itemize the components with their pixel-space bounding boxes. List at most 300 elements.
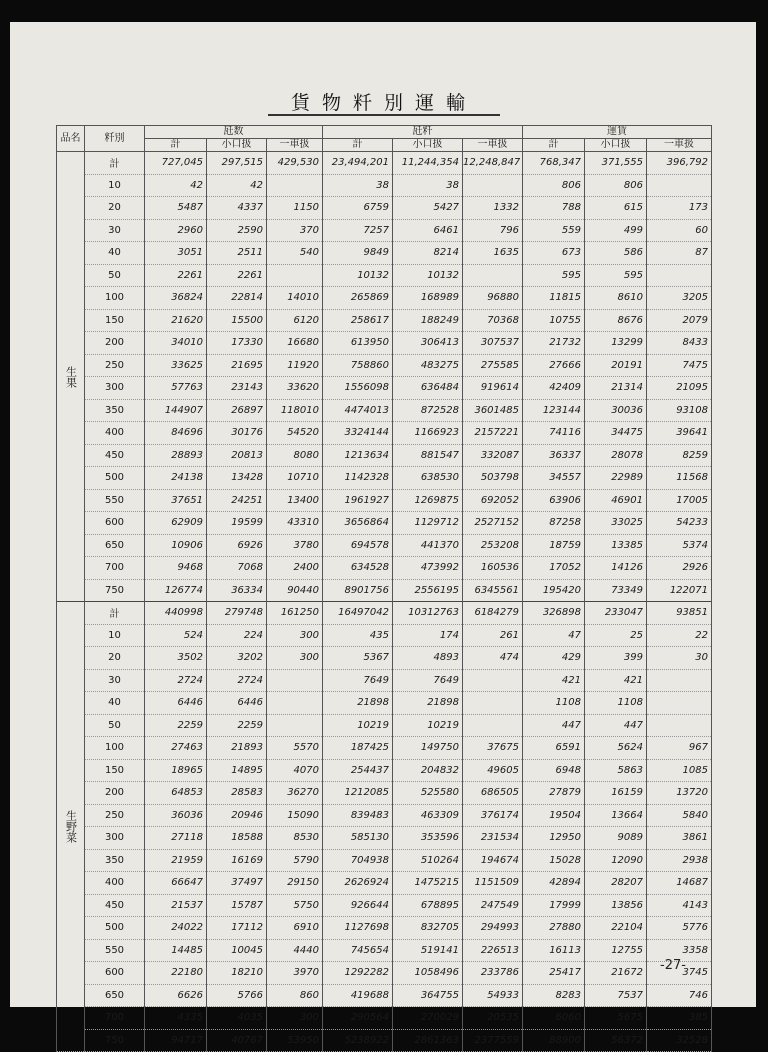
cell-count-total: 2724 — [145, 669, 207, 692]
cell-fare-carload: 396,792 — [647, 152, 712, 175]
cell-tonkm-total: 704938 — [323, 849, 393, 872]
cell-fare-carload: 5776 — [647, 917, 712, 940]
cell-tonkm-total: 1212085 — [323, 782, 393, 805]
cell-count-small: 36334 — [207, 579, 267, 602]
cell-fare-total: 6948 — [523, 759, 585, 782]
cell-count-total: 21959 — [145, 849, 207, 872]
cell-fare-total: 10755 — [523, 309, 585, 332]
cell-fare-total: 17999 — [523, 894, 585, 917]
distance-cell: 150 — [85, 309, 145, 332]
cell-count-small: 16169 — [207, 849, 267, 872]
cell-count-carload — [267, 669, 323, 692]
cell-count-carload: 53950 — [267, 1029, 323, 1052]
cell-fare-total: 27879 — [523, 782, 585, 805]
cell-fare-small: 615 — [585, 197, 647, 220]
subheader-tonkm-total: 計 — [323, 139, 393, 152]
distance-cell: 300 — [85, 827, 145, 850]
distance-cell: 450 — [85, 444, 145, 467]
distance-cell: 100 — [85, 287, 145, 310]
title-underline — [268, 114, 500, 116]
cell-tonkm-total: 9849 — [323, 242, 393, 265]
cell-count-small: 26897 — [207, 399, 267, 422]
cell-count-small: 30176 — [207, 422, 267, 445]
cell-fare-total: 36337 — [523, 444, 585, 467]
cell-tonkm-total: 6759 — [323, 197, 393, 220]
cell-fare-total: 88900 — [523, 1029, 585, 1052]
distance-cell: 計 — [85, 152, 145, 175]
cell-fare-total: 27666 — [523, 354, 585, 377]
cell-tonkm-small: 441370 — [393, 534, 463, 557]
cell-fare-carload: 3205 — [647, 287, 712, 310]
cell-tonkm-small: 6461 — [393, 219, 463, 242]
cell-count-carload: 3780 — [267, 534, 323, 557]
distance-cell: 750 — [85, 1029, 145, 1052]
cell-fare-small: 399 — [585, 647, 647, 670]
cell-tonkm-carload: 12,248,847 — [463, 152, 523, 175]
cell-tonkm-small: 21898 — [393, 692, 463, 715]
cell-tonkm-small: 1129712 — [393, 512, 463, 535]
cell-count-carload: 4070 — [267, 759, 323, 782]
cell-fare-small: 5624 — [585, 737, 647, 760]
cell-tonkm-small: 881547 — [393, 444, 463, 467]
cell-fare-small: 1108 — [585, 692, 647, 715]
subheader-tonkm-small: 小口扱 — [393, 139, 463, 152]
cell-fare-small: 73349 — [585, 579, 647, 602]
cell-count-carload: 16680 — [267, 332, 323, 355]
cell-fare-small: 25 — [585, 624, 647, 647]
cell-tonkm-carload: 96880 — [463, 287, 523, 310]
cell-count-small: 23143 — [207, 377, 267, 400]
cell-fare-small: 20191 — [585, 354, 647, 377]
cell-tonkm-small: 10132 — [393, 264, 463, 287]
cell-count-total: 22180 — [145, 962, 207, 985]
cell-fare-carload: 967 — [647, 737, 712, 760]
cell-count-small: 37497 — [207, 872, 267, 895]
table-row — [57, 377, 712, 400]
cell-fare-small: 13664 — [585, 804, 647, 827]
table-row — [57, 1029, 712, 1052]
cell-count-carload: 5750 — [267, 894, 323, 917]
cell-count-carload: 36270 — [267, 782, 323, 805]
cell-fare-total: 6060 — [523, 1007, 585, 1030]
distance-cell: 50 — [85, 264, 145, 287]
table-row — [57, 354, 712, 377]
cell-tonkm-small: 510264 — [393, 849, 463, 872]
cell-tonkm-carload: 6345561 — [463, 579, 523, 602]
cell-fare-small: 5675 — [585, 1007, 647, 1030]
cell-tonkm-carload: 6184279 — [463, 602, 523, 625]
cell-count-total: 2261 — [145, 264, 207, 287]
cell-count-small: 2261 — [207, 264, 267, 287]
subheader-fare-small: 小口扱 — [585, 139, 647, 152]
cell-tonkm-total: 5238922 — [323, 1029, 393, 1052]
distance-cell: 600 — [85, 512, 145, 535]
product-name: 生果 — [57, 152, 85, 602]
cell-fare-small: 13299 — [585, 332, 647, 355]
cell-tonkm-small: 1269875 — [393, 489, 463, 512]
cell-tonkm-small: 1475215 — [393, 872, 463, 895]
cell-fare-total: 42409 — [523, 377, 585, 400]
cell-fare-carload: 30 — [647, 647, 712, 670]
header-fare-group: 運賃 — [523, 126, 712, 139]
cell-fare-carload: 87 — [647, 242, 712, 265]
cell-tonkm-small: 8214 — [393, 242, 463, 265]
cell-count-small: 4035 — [207, 1007, 267, 1030]
page-number: -27- — [660, 958, 686, 973]
cell-count-total: 36824 — [145, 287, 207, 310]
cell-fare-carload: 7475 — [647, 354, 712, 377]
distance-cell: 50 — [85, 714, 145, 737]
cell-fare-small: 499 — [585, 219, 647, 242]
table-row — [57, 669, 712, 692]
cell-fare-total: 15028 — [523, 849, 585, 872]
cell-tonkm-carload: 54933 — [463, 984, 523, 1007]
cell-count-carload: 429,530 — [267, 152, 323, 175]
cell-count-total: 24138 — [145, 467, 207, 490]
distance-cell: 550 — [85, 939, 145, 962]
header-distance: 粁別 — [85, 126, 145, 152]
cell-count-small: 20946 — [207, 804, 267, 827]
cell-tonkm-carload: 332087 — [463, 444, 523, 467]
cell-count-carload — [267, 714, 323, 737]
cell-tonkm-small: 168989 — [393, 287, 463, 310]
cell-count-total: 64853 — [145, 782, 207, 805]
cell-tonkm-total: 3656864 — [323, 512, 393, 535]
cell-fare-carload: 1085 — [647, 759, 712, 782]
cell-tonkm-carload: 2157221 — [463, 422, 523, 445]
distance-cell: 20 — [85, 197, 145, 220]
cell-fare-total: 421 — [523, 669, 585, 692]
table-row — [57, 984, 712, 1007]
subheader-count-total: 計 — [145, 139, 207, 152]
cell-tonkm-carload: 231534 — [463, 827, 523, 850]
cell-tonkm-total: 694578 — [323, 534, 393, 557]
cell-tonkm-carload: 194674 — [463, 849, 523, 872]
table-row — [57, 444, 712, 467]
cell-tonkm-small: 7649 — [393, 669, 463, 692]
cell-fare-carload: 54233 — [647, 512, 712, 535]
distance-cell: 200 — [85, 332, 145, 355]
cell-tonkm-total: 419688 — [323, 984, 393, 1007]
cell-count-total: 24022 — [145, 917, 207, 940]
distance-cell: 計 — [85, 602, 145, 625]
cell-count-total: 37651 — [145, 489, 207, 512]
cell-count-total: 9468 — [145, 557, 207, 580]
cell-tonkm-small: 636484 — [393, 377, 463, 400]
cell-fare-total: 6591 — [523, 737, 585, 760]
cell-tonkm-total: 21898 — [323, 692, 393, 715]
cell-tonkm-total: 258617 — [323, 309, 393, 332]
table-row — [57, 647, 712, 670]
cell-count-small: 21893 — [207, 737, 267, 760]
table-row — [57, 827, 712, 850]
cell-fare-carload — [647, 669, 712, 692]
cell-count-total: 62909 — [145, 512, 207, 535]
cell-fare-small: 33025 — [585, 512, 647, 535]
cell-count-small: 24251 — [207, 489, 267, 512]
table-row — [57, 422, 712, 445]
cell-tonkm-small: 188249 — [393, 309, 463, 332]
cell-fare-small: 28207 — [585, 872, 647, 895]
cell-count-total: 94717 — [145, 1029, 207, 1052]
header-count-group: 瓩数 — [145, 126, 323, 139]
header-product: 品名 — [57, 126, 85, 152]
cell-count-carload: 11920 — [267, 354, 323, 377]
cell-fare-carload: 60 — [647, 219, 712, 242]
cell-tonkm-carload: 253208 — [463, 534, 523, 557]
distance-cell: 20 — [85, 647, 145, 670]
cell-tonkm-small: 5427 — [393, 197, 463, 220]
cell-count-total: 3502 — [145, 647, 207, 670]
cell-fare-total: 34557 — [523, 467, 585, 490]
distance-cell: 10 — [85, 624, 145, 647]
cell-fare-small: 21314 — [585, 377, 647, 400]
subheader-count-carload: 一車扱 — [267, 139, 323, 152]
cell-count-carload: 14010 — [267, 287, 323, 310]
cell-fare-carload: 93851 — [647, 602, 712, 625]
table-row — [57, 602, 712, 625]
cell-fare-small: 22989 — [585, 467, 647, 490]
cell-count-small: 20813 — [207, 444, 267, 467]
cell-count-total: 3051 — [145, 242, 207, 265]
cell-fare-small: 12755 — [585, 939, 647, 962]
cell-fare-carload: 3861 — [647, 827, 712, 850]
cell-count-small: 17112 — [207, 917, 267, 940]
cell-count-small: 22814 — [207, 287, 267, 310]
cell-count-small: 224 — [207, 624, 267, 647]
cell-fare-small: 9089 — [585, 827, 647, 850]
distance-cell: 100 — [85, 737, 145, 760]
cell-count-total: 21537 — [145, 894, 207, 917]
cell-fare-carload — [647, 692, 712, 715]
table-row — [57, 332, 712, 355]
cell-fare-carload: 3745 — [647, 962, 712, 985]
cell-tonkm-total: 38 — [323, 174, 393, 197]
cell-tonkm-small: 4893 — [393, 647, 463, 670]
cell-tonkm-small: 10219 — [393, 714, 463, 737]
cell-fare-total: 74116 — [523, 422, 585, 445]
cell-tonkm-total: 10219 — [323, 714, 393, 737]
cell-fare-carload: 2938 — [647, 849, 712, 872]
cell-count-carload: 8080 — [267, 444, 323, 467]
cell-tonkm-small: 519141 — [393, 939, 463, 962]
cell-count-carload: 6120 — [267, 309, 323, 332]
subheader-count-small: 小口扱 — [207, 139, 267, 152]
cell-fare-carload: 4143 — [647, 894, 712, 917]
cell-count-total: 5487 — [145, 197, 207, 220]
cell-count-small: 18588 — [207, 827, 267, 850]
cell-count-small: 3202 — [207, 647, 267, 670]
cell-tonkm-carload: 503798 — [463, 467, 523, 490]
cell-fare-total: 27880 — [523, 917, 585, 940]
cell-fare-small: 12090 — [585, 849, 647, 872]
cell-fare-small: 30036 — [585, 399, 647, 422]
cell-fare-carload: 2079 — [647, 309, 712, 332]
table-row — [57, 939, 712, 962]
cell-count-small: 15500 — [207, 309, 267, 332]
cell-tonkm-carload: 2377559 — [463, 1029, 523, 1052]
cell-tonkm-total: 23,494,201 — [323, 152, 393, 175]
cell-fare-total: 768,347 — [523, 152, 585, 175]
cell-fare-carload: 3358 — [647, 939, 712, 962]
cell-count-carload: 1150 — [267, 197, 323, 220]
cell-fare-carload: 17005 — [647, 489, 712, 512]
cell-fare-total: 87258 — [523, 512, 585, 535]
cell-count-carload: 300 — [267, 647, 323, 670]
cell-count-carload: 33620 — [267, 377, 323, 400]
header-tonkm-group: 瓩粁 — [323, 126, 523, 139]
cell-tonkm-carload: 275585 — [463, 354, 523, 377]
table-row — [57, 242, 712, 265]
cell-fare-total: 25417 — [523, 962, 585, 985]
cell-fare-total: 595 — [523, 264, 585, 287]
cell-tonkm-total: 4474013 — [323, 399, 393, 422]
distance-cell: 150 — [85, 759, 145, 782]
cell-count-total: 4335 — [145, 1007, 207, 1030]
cell-tonkm-small: 1058496 — [393, 962, 463, 985]
cell-tonkm-total: 8901756 — [323, 579, 393, 602]
cell-count-total: 28893 — [145, 444, 207, 467]
cell-tonkm-carload: 233786 — [463, 962, 523, 985]
cell-tonkm-carload: 2527152 — [463, 512, 523, 535]
cell-count-small: 297,515 — [207, 152, 267, 175]
cell-tonkm-carload: 261 — [463, 624, 523, 647]
cell-count-carload: 10710 — [267, 467, 323, 490]
cell-tonkm-carload: 474 — [463, 647, 523, 670]
cell-fare-small: 447 — [585, 714, 647, 737]
cell-tonkm-small: 832705 — [393, 917, 463, 940]
cell-tonkm-carload: 294993 — [463, 917, 523, 940]
table-row — [57, 759, 712, 782]
cell-fare-carload: 746 — [647, 984, 712, 1007]
cell-tonkm-total: 7649 — [323, 669, 393, 692]
cell-tonkm-carload: 692052 — [463, 489, 523, 512]
cell-fare-total: 447 — [523, 714, 585, 737]
cell-tonkm-small: 463309 — [393, 804, 463, 827]
cell-tonkm-total: 1142328 — [323, 467, 393, 490]
cell-tonkm-small: 872528 — [393, 399, 463, 422]
cell-tonkm-carload: 919614 — [463, 377, 523, 400]
cell-tonkm-carload: 160536 — [463, 557, 523, 580]
table-row — [57, 624, 712, 647]
distance-cell: 300 — [85, 377, 145, 400]
cell-tonkm-small: 1166923 — [393, 422, 463, 445]
cell-fare-carload: 173 — [647, 197, 712, 220]
cell-fare-total: 42894 — [523, 872, 585, 895]
cell-count-total: 34010 — [145, 332, 207, 355]
distance-cell: 200 — [85, 782, 145, 805]
cell-tonkm-small: 2861363 — [393, 1029, 463, 1052]
table-row — [57, 1007, 712, 1030]
cell-fare-carload: 13720 — [647, 782, 712, 805]
cell-fare-carload — [647, 174, 712, 197]
cell-count-carload: 43310 — [267, 512, 323, 535]
distance-cell: 400 — [85, 422, 145, 445]
cell-fare-small: 46901 — [585, 489, 647, 512]
table-row — [57, 287, 712, 310]
cell-fare-small: 233047 — [585, 602, 647, 625]
cell-tonkm-small: 353596 — [393, 827, 463, 850]
cell-count-total: 33625 — [145, 354, 207, 377]
cell-fare-total: 429 — [523, 647, 585, 670]
cell-tonkm-small: 638530 — [393, 467, 463, 490]
distance-cell: 550 — [85, 489, 145, 512]
table-row — [57, 737, 712, 760]
cell-tonkm-total: 926644 — [323, 894, 393, 917]
table-row — [57, 309, 712, 332]
table-row — [57, 557, 712, 580]
cell-count-small: 13428 — [207, 467, 267, 490]
cell-count-total: 66647 — [145, 872, 207, 895]
cell-count-total: 84696 — [145, 422, 207, 445]
cell-tonkm-total: 1556098 — [323, 377, 393, 400]
cell-count-carload: 5790 — [267, 849, 323, 872]
distance-cell: 600 — [85, 962, 145, 985]
cell-count-carload: 8530 — [267, 827, 323, 850]
cell-fare-small: 34475 — [585, 422, 647, 445]
cell-tonkm-total: 758860 — [323, 354, 393, 377]
cell-tonkm-small: 270029 — [393, 1007, 463, 1030]
distance-cell: 40 — [85, 692, 145, 715]
cell-count-small: 17330 — [207, 332, 267, 355]
cell-tonkm-carload: 307537 — [463, 332, 523, 355]
cell-fare-total: 1108 — [523, 692, 585, 715]
cell-tonkm-carload: 1151509 — [463, 872, 523, 895]
cell-count-carload: 118010 — [267, 399, 323, 422]
cell-tonkm-carload: 37675 — [463, 737, 523, 760]
cell-count-carload — [267, 174, 323, 197]
cell-fare-total: 11815 — [523, 287, 585, 310]
cell-count-carload: 54520 — [267, 422, 323, 445]
cell-count-small: 21695 — [207, 354, 267, 377]
cell-count-total: 27118 — [145, 827, 207, 850]
cell-tonkm-total: 585130 — [323, 827, 393, 850]
cell-count-carload: 13400 — [267, 489, 323, 512]
cell-count-small: 40767 — [207, 1029, 267, 1052]
cell-tonkm-carload — [463, 692, 523, 715]
cell-tonkm-carload: 686505 — [463, 782, 523, 805]
cell-fare-total: 123144 — [523, 399, 585, 422]
cell-count-total: 14485 — [145, 939, 207, 962]
cell-count-small: 2724 — [207, 669, 267, 692]
cell-tonkm-small: 364755 — [393, 984, 463, 1007]
table-row — [57, 692, 712, 715]
cell-count-carload: 29150 — [267, 872, 323, 895]
cell-tonkm-carload: 226513 — [463, 939, 523, 962]
cell-count-carload: 300 — [267, 624, 323, 647]
cell-fare-total: 12950 — [523, 827, 585, 850]
cell-fare-small: 14126 — [585, 557, 647, 580]
cell-count-carload — [267, 264, 323, 287]
cell-count-small: 2511 — [207, 242, 267, 265]
table-row — [57, 872, 712, 895]
distance-cell: 500 — [85, 917, 145, 940]
table-row — [57, 849, 712, 872]
table-row — [57, 197, 712, 220]
cell-tonkm-small: 38 — [393, 174, 463, 197]
distance-cell: 30 — [85, 669, 145, 692]
cell-count-total: 727,045 — [145, 152, 207, 175]
cell-tonkm-carload — [463, 264, 523, 287]
cell-count-small: 28583 — [207, 782, 267, 805]
cell-count-total: 2960 — [145, 219, 207, 242]
cell-fare-carload: 122071 — [647, 579, 712, 602]
cell-tonkm-small: 10312763 — [393, 602, 463, 625]
cell-fare-carload: 39641 — [647, 422, 712, 445]
cell-tonkm-total: 1961927 — [323, 489, 393, 512]
cell-fare-carload — [647, 714, 712, 737]
cell-fare-carload: 2926 — [647, 557, 712, 580]
